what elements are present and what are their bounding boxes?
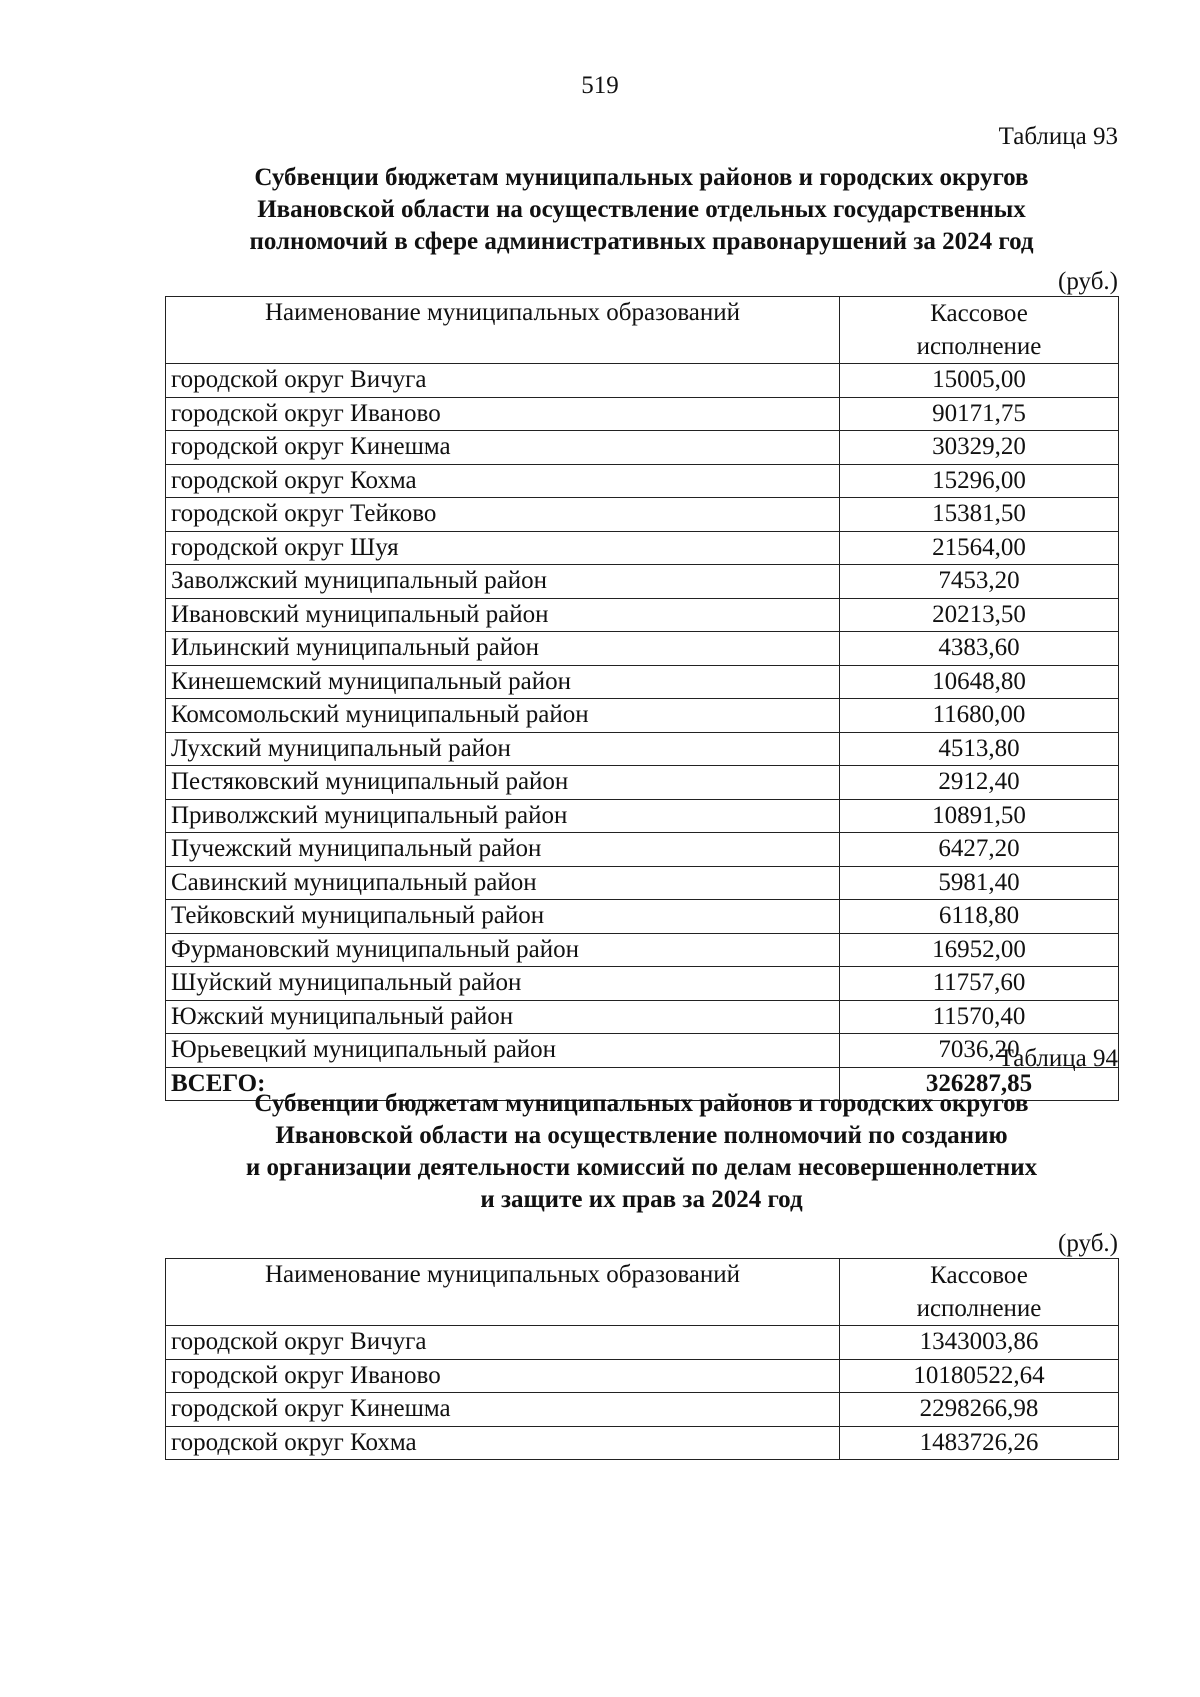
data-table [165, 296, 1119, 1101]
row-value: 1343003,86 [840, 1326, 1119, 1360]
row-name: Шуйский муниципальный район [166, 967, 840, 1001]
table-row [166, 498, 1119, 532]
table-row [166, 1000, 1119, 1034]
row-name: Комсомольский муниципальный район [166, 699, 840, 733]
table-title-line: и организации деятельности комиссий по делам несовершеннолетних [245, 1154, 1038, 1181]
row-name: Ивановский муниципальный район [166, 598, 840, 632]
row-value: 10180522,64 [840, 1359, 1119, 1393]
row-name: Южский муниципальный район [166, 1000, 840, 1034]
row-value: 90171,75 [840, 397, 1119, 431]
row-name: Савинский муниципальный район [166, 866, 840, 900]
row-name: Пучежский муниципальный район [166, 833, 840, 867]
table-row [166, 833, 1119, 867]
table-94-section [165, 1044, 1118, 1460]
row-name: городской округ Кинешма [166, 431, 840, 465]
row-value: 16952,00 [840, 933, 1119, 967]
table-row [166, 1359, 1119, 1393]
table-row [166, 1426, 1119, 1460]
table-row [166, 531, 1119, 565]
table-row [166, 364, 1119, 398]
row-name: городской округ Иваново [166, 1359, 840, 1393]
table-row [166, 799, 1119, 833]
table-row [166, 565, 1119, 599]
row-value: 11680,00 [840, 699, 1119, 733]
table-title-line: Ивановской области на осуществление полномочий по созданию [275, 1122, 1008, 1149]
table-body [166, 1326, 1119, 1460]
unit-label: (руб.) [1058, 1230, 1118, 1257]
row-value: 11570,40 [840, 1000, 1119, 1034]
table-row [166, 967, 1119, 1001]
header-value-line: исполнение [916, 1295, 1042, 1322]
total-label: ВСЕГО: [166, 1067, 840, 1101]
row-name: городской округ Вичуга [166, 364, 840, 398]
row-value: 15296,00 [840, 464, 1119, 498]
header-value [840, 297, 1119, 364]
table-93-section [165, 122, 1118, 1101]
table-title-line: Ивановской области на осуществление отдельных государственных [257, 196, 1026, 223]
table-row [166, 933, 1119, 967]
table-row [166, 665, 1119, 699]
row-name: Приволжский муниципальный район [166, 799, 840, 833]
row-value: 15005,00 [840, 364, 1119, 398]
row-value: 10648,80 [840, 665, 1119, 699]
table-row [166, 699, 1119, 733]
table-row [166, 1393, 1119, 1427]
table-title-line: Субвенции бюджетам муниципальных районов и городских округов [254, 1090, 1029, 1117]
row-value: 7453,20 [840, 565, 1119, 599]
table-title-line: полномочий в сфере административных правонарушений за 2024 год [249, 228, 1034, 255]
header-value-line: Кассовое [930, 1262, 1028, 1289]
row-name: Пестяковский муниципальный район [166, 766, 840, 800]
table-row [166, 866, 1119, 900]
table-row [166, 766, 1119, 800]
table-label: Таблица 94 [998, 1045, 1118, 1072]
row-value: 1483726,26 [840, 1426, 1119, 1460]
row-name: Тейковский муниципальный район [166, 900, 840, 934]
row-name: Ильинский муниципальный район [166, 632, 840, 666]
table-label: Таблица 93 [998, 123, 1118, 150]
unit-label: (руб.) [1058, 268, 1118, 295]
row-name: Заволжский муниципальный район [166, 565, 840, 599]
table-row [166, 397, 1119, 431]
table-title [165, 162, 1118, 258]
header-value [840, 1259, 1119, 1326]
row-value: 21564,00 [840, 531, 1119, 565]
row-value: 6427,20 [840, 833, 1119, 867]
row-value: 20213,50 [840, 598, 1119, 632]
total-value: 326287,85 [840, 1067, 1119, 1101]
row-name: Юрьевецкий муниципальный район [166, 1034, 840, 1068]
table-title-line: Субвенции бюджетам муниципальных районов и городских округов [254, 164, 1029, 191]
page-number: 519 [581, 72, 619, 99]
row-value: 4513,80 [840, 732, 1119, 766]
header-value-line: исполнение [916, 333, 1042, 360]
header-name: Наименование муниципальных образований [166, 297, 840, 364]
table-title-line: и защите их прав за 2024 год [480, 1186, 803, 1213]
row-value: 2912,40 [840, 766, 1119, 800]
table-title [165, 1088, 1118, 1216]
row-value: 2298266,98 [840, 1393, 1119, 1427]
table-header-row [166, 297, 1119, 364]
row-name: городской округ Вичуга [166, 1326, 840, 1360]
table-row [166, 598, 1119, 632]
row-name: Фурмановский муниципальный район [166, 933, 840, 967]
table-body [166, 364, 1119, 1101]
table-row [166, 632, 1119, 666]
table-row [166, 464, 1119, 498]
row-name: городской округ Кохма [166, 464, 840, 498]
data-table [165, 1258, 1119, 1460]
row-value: 5981,40 [840, 866, 1119, 900]
row-value: 11757,60 [840, 967, 1119, 1001]
row-name: городской округ Тейково [166, 498, 840, 532]
row-value: 6118,80 [840, 900, 1119, 934]
table-row [166, 1326, 1119, 1360]
row-value: 15381,50 [840, 498, 1119, 532]
table-row [166, 732, 1119, 766]
table-row [166, 900, 1119, 934]
header-name: Наименование муниципальных образований [166, 1259, 840, 1326]
row-name: городской округ Иваново [166, 397, 840, 431]
header-value-line: Кассовое [930, 300, 1028, 327]
row-name: городской округ Кинешма [166, 1393, 840, 1427]
row-name: Кинешемский муниципальный район [166, 665, 840, 699]
row-name: городской округ Шуя [166, 531, 840, 565]
row-value: 30329,20 [840, 431, 1119, 465]
row-name: Лухский муниципальный район [166, 732, 840, 766]
row-name: городской округ Кохма [166, 1426, 840, 1460]
row-value: 4383,60 [840, 632, 1119, 666]
row-value: 10891,50 [840, 799, 1119, 833]
table-header-row [166, 1259, 1119, 1326]
row-value: 7036,20 [840, 1034, 1119, 1068]
table-row [166, 431, 1119, 465]
